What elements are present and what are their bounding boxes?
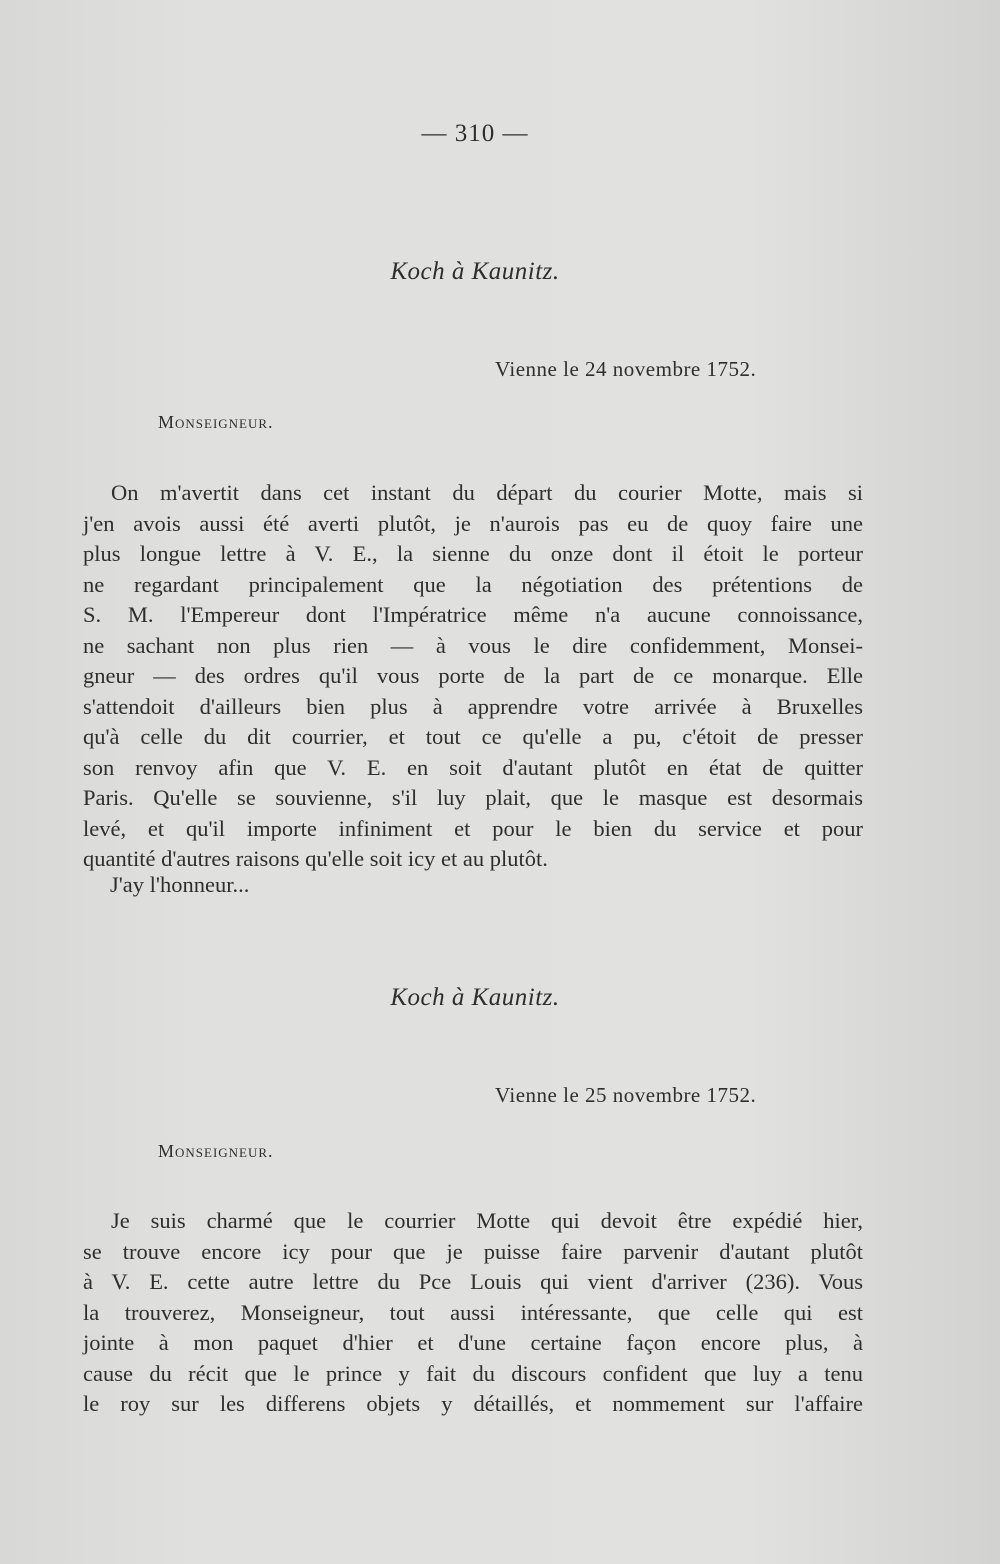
letter-body <box>83 1206 863 1420</box>
text-line: j'en avois aussi été averti plutôt, je n'aurois pas eu de quoy faire une <box>83 510 863 536</box>
text-line: ne sachant non plus rien — à vous le dire confidemment, Monsei- <box>83 632 863 658</box>
text-line: qu'à celle du dit courrier, et tout ce qu'elle a pu, c'étoit de presser <box>83 724 863 749</box>
text-line: la trouverez, Monseigneur, tout aussi intéressante, que celle qui est <box>83 1299 863 1325</box>
letter-date: Vienne le 25 novembre 1752. <box>495 1083 757 1107</box>
text-line: s'attendoit d'ailleurs bien plus à apprendre votre arrivée à Bruxelles <box>83 693 863 719</box>
text-line: S. M. l'Empereur dont l'Impératrice même n'a aucune connoissance, <box>83 602 863 627</box>
letter-salutation: Monseigneur. <box>158 412 274 432</box>
text-line: gneur — des ordres qu'il vous porte de la part de ce monarque. Elle <box>83 663 863 688</box>
letter-closing: J'ay l'honneur... <box>110 872 250 897</box>
text-line: On m'avertit dans cet instant du départ du courier Motte, mais si <box>111 480 863 505</box>
text-line: plus longue lettre à V. E., la sienne du onze dont il étoit le porteur <box>83 541 863 566</box>
letter-salutation: Monseigneur. <box>158 1141 274 1161</box>
text-line: le roy sur les differens objets y détaillés, et nommement sur l'affaire <box>83 1391 863 1416</box>
text-line: ne regardant principalement que la négotiation des prétentions de <box>83 571 863 597</box>
text-line: levé, et qu'il importe infiniment et pour le bien du service et pour <box>83 815 863 841</box>
text-line: Je suis charmé que le courrier Motte qui devoit être expédié hier, <box>111 1208 863 1233</box>
letter-body <box>83 478 863 875</box>
letter-date: Vienne le 24 novembre 1752. <box>495 357 757 381</box>
text-line: à V. E. cette autre lettre du Pce Louis qui vient d'arriver (236). Vous <box>83 1269 863 1294</box>
text-line: son renvoy afin que V. E. en soit d'autant plutôt en état de quitter <box>83 754 863 780</box>
letter-heading: Koch à Kaunitz. <box>390 258 560 285</box>
page-number: — 310 — <box>421 120 529 147</box>
letter-heading: Koch à Kaunitz. <box>390 984 560 1011</box>
text-line: se trouve encore icy pour que je puisse faire parvenir d'autant plutôt <box>83 1238 863 1264</box>
text-line: cause du récit que le prince y fait du discours confident que luy a tenu <box>83 1360 863 1386</box>
text-line: quantité d'autres raisons qu'elle soit icy et au plutôt. <box>83 846 548 871</box>
text-line: jointe à mon paquet d'hier et d'une certaine façon encore plus, à <box>83 1330 863 1355</box>
text-line: Paris. Qu'elle se souvienne, s'il luy plait, que le masque est desormais <box>83 785 863 810</box>
